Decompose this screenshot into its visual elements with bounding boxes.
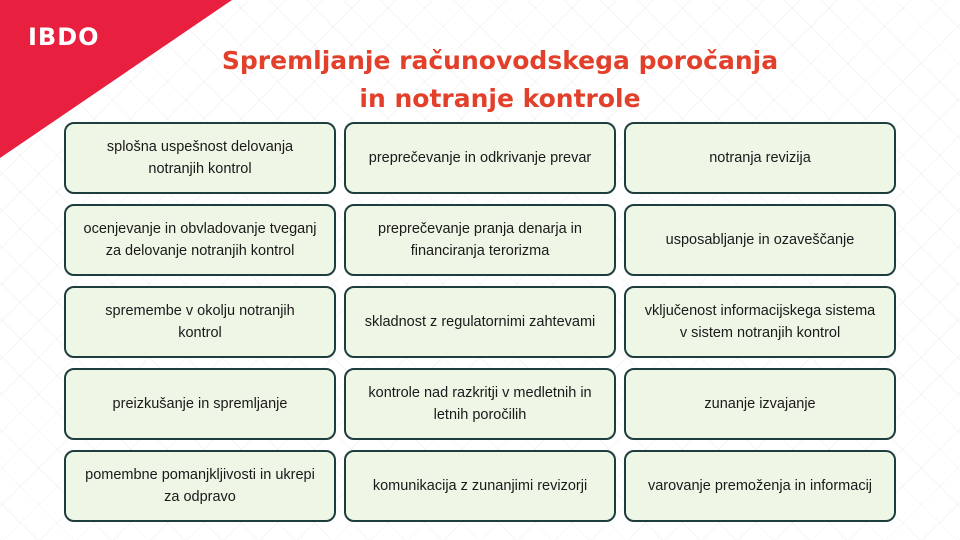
topic-box: pomembne pomanjkljivosti in ukrepi za odpravo bbox=[64, 450, 336, 522]
topic-box: preizkušanje in spremljanje bbox=[64, 368, 336, 440]
topic-box: preprečevanje in odkrivanje prevar bbox=[344, 122, 616, 194]
slide-title-line-1: Spremljanje računovodskega poročanja bbox=[221, 46, 779, 75]
topic-box: preprečevanje pranja denarja in financiranja terorizma bbox=[344, 204, 616, 276]
topic-box: usposabljanje in ozaveščanje bbox=[624, 204, 896, 276]
topic-grid bbox=[64, 122, 896, 522]
slide-title bbox=[0, 42, 960, 118]
topic-box: ocenjevanje in obvladovanje tveganj za delovanje notranjih kontrol bbox=[64, 204, 336, 276]
bdo-logo: IBDO bbox=[28, 23, 100, 51]
topic-box: splošna uspešnost delovanja notranjih kontrol bbox=[64, 122, 336, 194]
topic-box: zunanje izvajanje bbox=[624, 368, 896, 440]
topic-box: vključenost informacijskega sistema v sistem notranjih kontrol bbox=[624, 286, 896, 358]
topic-box: spremembe v okolju notranjih kontrol bbox=[64, 286, 336, 358]
topic-box: kontrole nad razkritji v medletnih in letnih poročilih bbox=[344, 368, 616, 440]
topic-box: notranja revizija bbox=[624, 122, 896, 194]
topic-box: skladnost z regulatornimi zahtevami bbox=[344, 286, 616, 358]
slide-title-line-2: in notranje kontrole bbox=[359, 84, 641, 113]
topic-box: varovanje premoženja in informacij bbox=[624, 450, 896, 522]
topic-box: komunikacija z zunanjimi revizorji bbox=[344, 450, 616, 522]
